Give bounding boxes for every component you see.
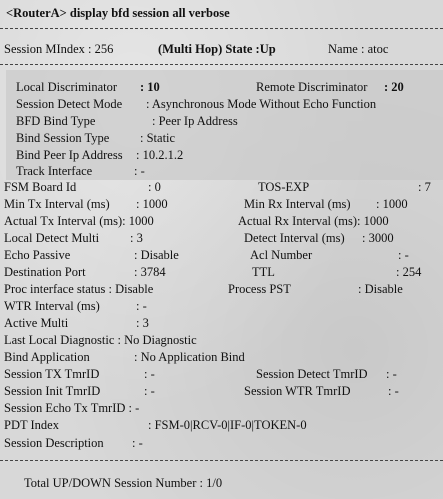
bind-session-type-label: Bind Session Type	[16, 131, 110, 145]
detect-mode-label: Session Detect Mode	[16, 97, 123, 111]
dest-port-value: : 3784	[134, 265, 166, 279]
init-tmr-label: Session Init TmrID	[4, 384, 101, 398]
last-diag: Last Local Diagnostic : No Diagnostic	[4, 333, 197, 347]
command-line: <RouterA> display bfd session all verbose	[6, 6, 230, 20]
wtr-label: WTR Interval (ms)	[4, 299, 100, 313]
desc-label: Session Description	[4, 436, 104, 450]
divider-bottom	[0, 460, 443, 461]
ttl-label: TTL	[252, 265, 275, 279]
wtr-value: : -	[136, 299, 147, 313]
acl-value: : -	[398, 248, 409, 262]
echo-passive-value: : Disable	[134, 248, 179, 262]
local-detect-label: Local Detect Multi	[4, 231, 100, 245]
active-multi-label: Active Multi	[4, 316, 69, 330]
min-tx-value: : 1000	[136, 197, 168, 211]
actual-rx: Actual Rx Interval (ms): 1000	[238, 214, 389, 228]
init-tmr-value: : -	[144, 384, 155, 398]
local-discriminator-value: : 10	[140, 80, 160, 94]
bind-type-label: BFD Bind Type	[16, 114, 96, 128]
wtr-tmr-value: : -	[388, 384, 399, 398]
acl-label: Acl Number	[250, 248, 313, 262]
bind-session-type-value: : Static	[140, 131, 176, 145]
divider-top	[0, 28, 443, 29]
actual-tx: Actual Tx Interval (ms): 1000	[4, 214, 154, 228]
fsm-board-label: FSM Board Id	[4, 180, 77, 194]
proc-iface: Proc interface status : Disable	[4, 282, 154, 296]
bind-app-label: Bind Application	[4, 350, 90, 364]
session-state: (Multi Hop) State :Up	[158, 42, 276, 56]
pdt-value: : FSM-0|RCV-0|IF-0|TOKEN-0	[148, 418, 307, 432]
dest-port-label: Destination Port	[4, 265, 86, 279]
track-iface-value: : -	[134, 164, 145, 178]
echo-passive-label: Echo Passive	[4, 248, 71, 262]
session-name: Name : atoc	[328, 42, 389, 56]
session-mindex: Session MIndex : 256	[4, 42, 114, 56]
detect-interval-label: Detect Interval (ms)	[244, 231, 345, 245]
detect-tmr-value: : -	[386, 367, 397, 381]
bind-app-value: : No Application Bind	[134, 350, 245, 364]
local-discriminator-label: Local Discriminator	[16, 80, 118, 94]
detect-interval-value: : 3000	[362, 231, 394, 245]
pdt-label: PDT Index	[4, 418, 59, 432]
echo-tmr: Session Echo Tx TmrID : -	[4, 401, 140, 415]
local-detect-value: : 3	[130, 231, 143, 245]
process-pst-value: : Disable	[358, 282, 403, 296]
divider-mid	[0, 64, 443, 65]
detect-mode-value: : Asynchronous Mode Without Echo Function	[146, 97, 377, 111]
tos-exp-label: TOS-EXP	[258, 180, 310, 194]
remote-discriminator-label: Remote Discriminator	[256, 80, 368, 94]
active-multi-value: : 3	[136, 316, 149, 330]
track-iface-label: Track Interface	[16, 164, 93, 178]
desc-value: : -	[132, 436, 143, 450]
bind-peer-label: Bind Peer Ip Address	[16, 148, 123, 162]
tx-tmr-label: Session TX TmrID	[4, 367, 100, 381]
bind-peer-value: : 10.2.1.2	[136, 148, 184, 162]
wtr-tmr-label: Session WTR TmrID	[244, 384, 351, 398]
bind-type-value: : Peer Ip Address	[152, 114, 238, 128]
remote-discriminator-value: : 20	[384, 80, 404, 94]
tx-tmr-value: : -	[144, 367, 155, 381]
min-tx-label: Min Tx Interval (ms)	[4, 197, 110, 211]
min-rx-label: Min Rx Interval (ms)	[244, 197, 351, 211]
min-rx-value: : 1000	[376, 197, 408, 211]
total-sessions: Total UP/DOWN Session Number : 1/0	[24, 476, 223, 490]
fsm-board-value: : 0	[148, 180, 161, 194]
ttl-value: : 254	[396, 265, 422, 279]
tos-exp-value: : 7	[418, 180, 431, 194]
detect-tmr-label: Session Detect TmrID	[256, 367, 368, 381]
process-pst-label: Process PST	[228, 282, 291, 296]
